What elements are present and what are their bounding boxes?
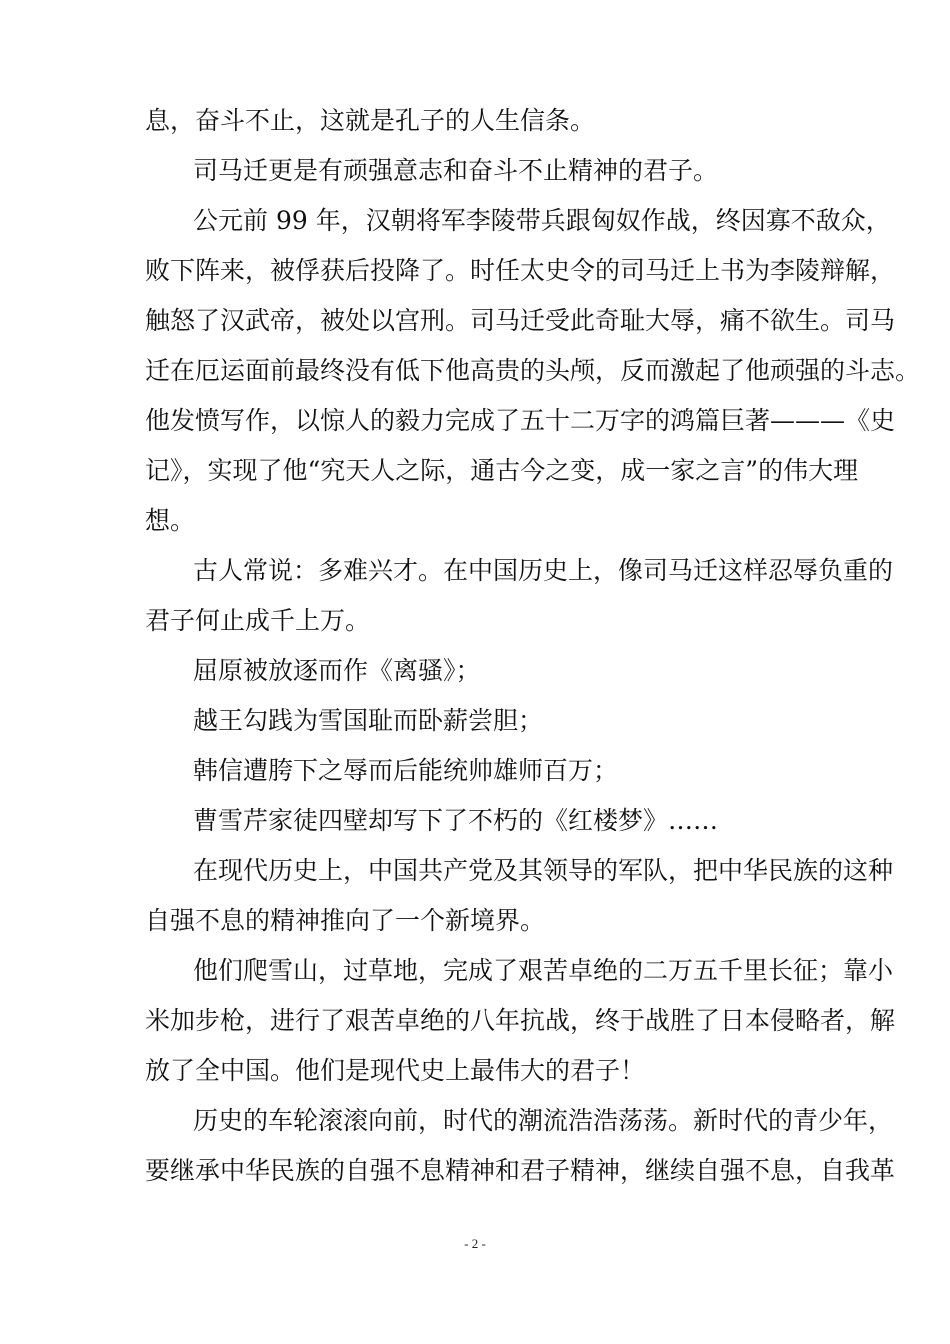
text-line: 曹雪芹家徒四壁却写下了不朽的《红楼梦》……	[193, 806, 719, 835]
text-line: 在现代历史上，中国共产党及其领导的军队，把中华民族的这种	[193, 856, 894, 885]
text-line: 息，奋斗不止，这就是孔子的人生信条。	[145, 106, 596, 135]
text-line: 要继承中华民族的自强不息精神和君子精神，继续自强不息，自我革	[145, 1156, 896, 1185]
text-line: 君子何止成千上万。	[145, 606, 371, 635]
text-line: 自强不息的精神推向了一个新境界。	[145, 906, 546, 935]
page-number: - 2 -	[464, 1236, 486, 1251]
text-line: 记》，实现了他“究天人之际，通古今之变，成一家之言”的伟大理	[145, 456, 859, 485]
text-line: 他们爬雪山，过草地，完成了艰苦卓绝的二万五千里长征；靠小	[193, 956, 894, 985]
text-line: 他发愤写作，以惊人的毅力完成了五十二万字的鸿篇巨著———《史	[145, 406, 896, 435]
text-line: 历史的车轮滚滚向前，时代的潮流浩浩荡荡。新时代的青少年，	[193, 1106, 894, 1135]
text-line: 放了全中国。他们是现代史上最伟大的君子！	[145, 1056, 646, 1085]
text-line: 败下阵来，被俘获后投降了。时任太史令的司马迁上书为李陵辩解，	[145, 256, 896, 285]
text-line: 古人常说：多难兴才。在中国历史上，像司马迁这样忍辱负重的	[193, 556, 894, 585]
text-line: 越王勾践为雪国耻而卧薪尝胆；	[193, 706, 544, 735]
text-line: 屈原被放逐而作《离骚》；	[193, 656, 481, 685]
text-line: 米加步枪，进行了艰苦卓绝的八年抗战，终于战胜了日本侵略者，解	[145, 1006, 896, 1035]
text-line: 司马迁更是有顽强意志和奋斗不止精神的君子。	[193, 156, 719, 185]
text-line: 想。	[145, 506, 196, 535]
text-line: 韩信遭胯下之辱而后能统帅雄师百万；	[193, 756, 619, 785]
text-line: 迁在厄运面前最终没有低下他高贵的头颅，反而激起了他顽强的斗志。	[145, 356, 921, 385]
text-line: 公元前 99 年，汉朝将军李陵带兵跟匈奴作战，终因寡不敌众，	[193, 206, 891, 235]
text-line: 触怒了汉武帝，被处以宫刑。司马迁受此奇耻大辱，痛不欲生。司马	[145, 306, 896, 335]
